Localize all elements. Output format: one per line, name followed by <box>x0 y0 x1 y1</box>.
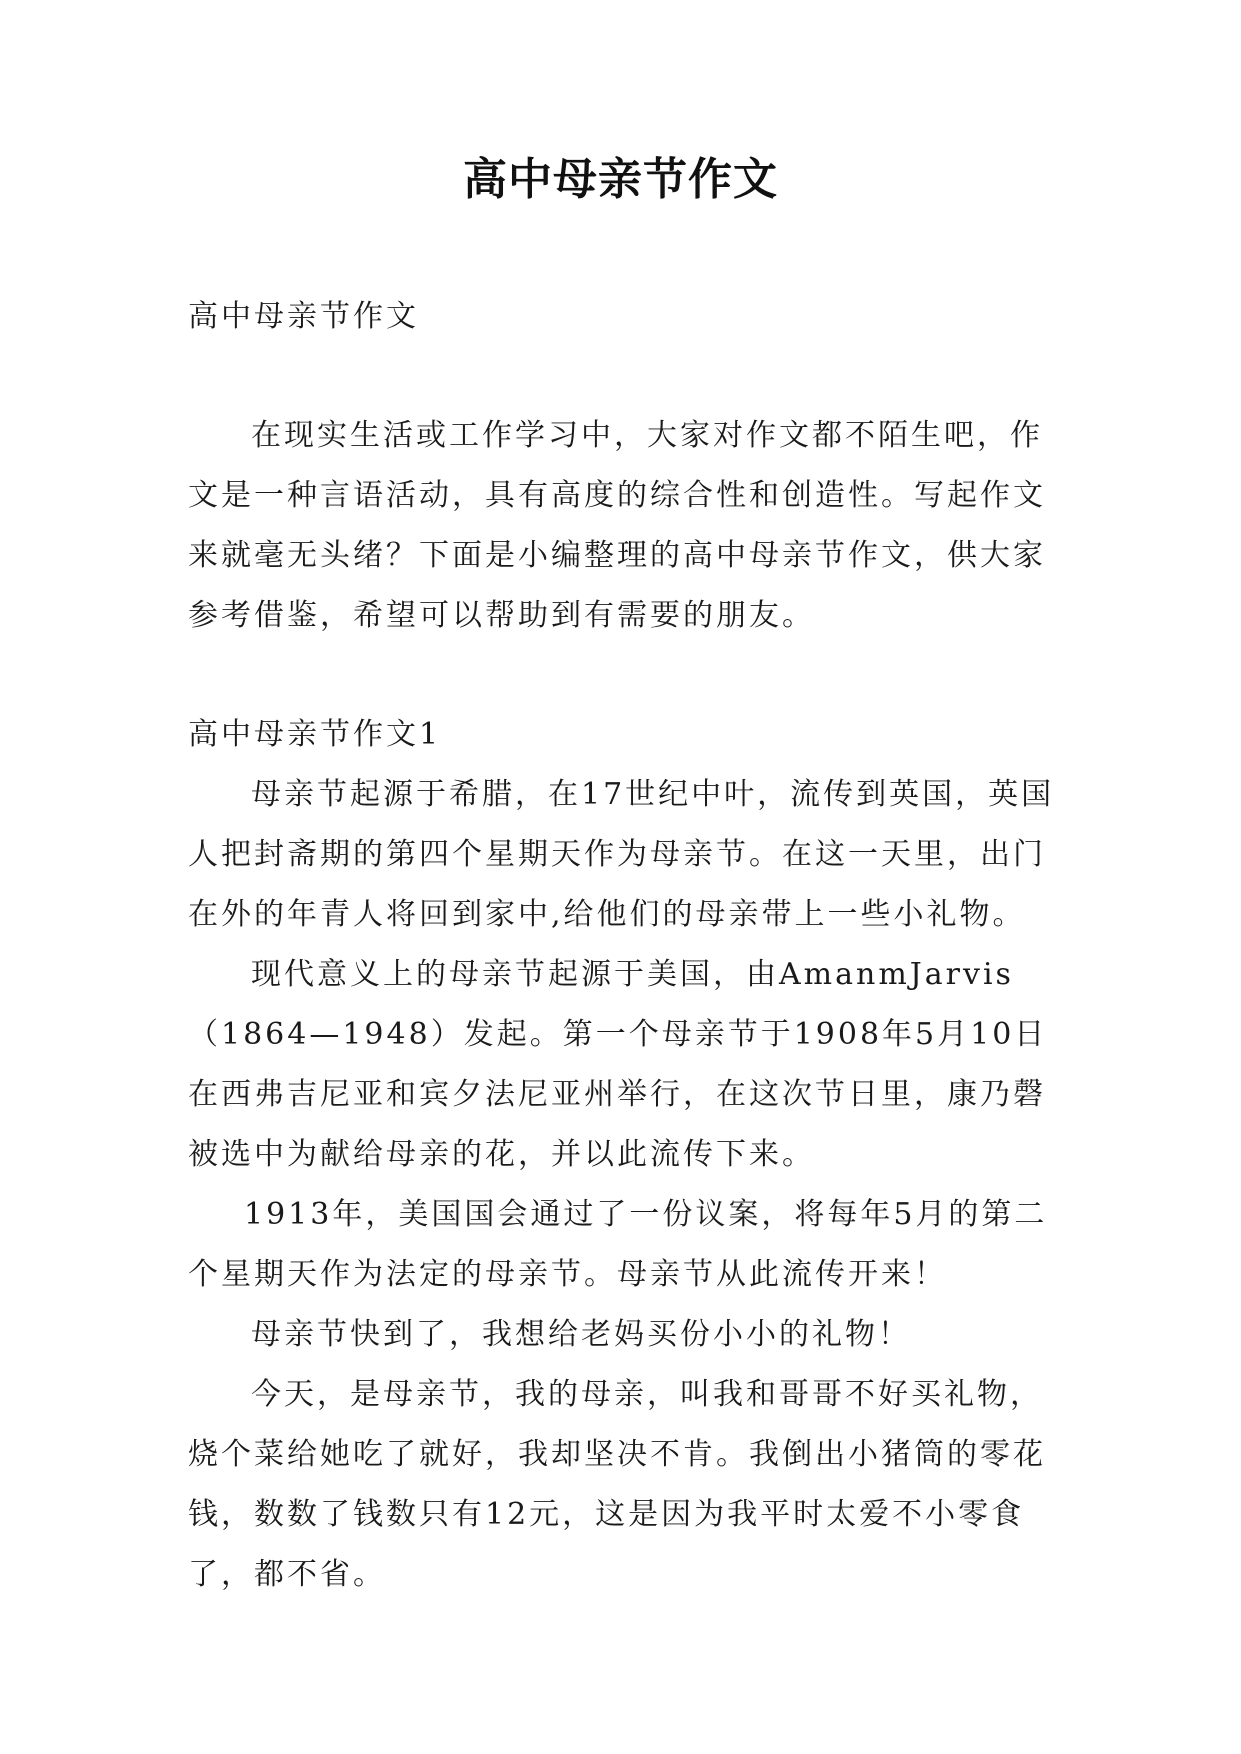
body-paragraph: 母亲节起源于希腊，在17世纪中叶，流传到英国，英国人把封斋期的第四个星期天作为母亲节。在这一天里，出门在外的年青人将回到家中,给他们的母亲带上一些小礼物。 <box>188 777 1055 932</box>
document-title: 高中母亲节作文 <box>463 154 778 205</box>
document-body <box>188 287 1060 1605</box>
body-paragraph: 母亲节快到了，我想给老妈买份小小的礼物！ <box>251 1317 911 1352</box>
section-heading: 高中母亲节作文1 <box>188 717 442 752</box>
spacer <box>188 646 1060 705</box>
body-paragraph: 1913年，美国国会通过了一份议案，将每年5月的第二个星期天作为法定的母亲节。母亲节从此流传开来！ <box>188 1197 1048 1292</box>
document-subtitle: 高中母亲节作文 <box>188 299 419 334</box>
body-paragraph: 现代意义上的母亲节起源于美国，由AmanmJarvis（1864—1948）发起。第一个母亲节于1908年5月10日在西弗吉尼亚和宾夕法尼亚州举行，在这次节日里，康乃磬被选中为献给母亲的花，并以此流传下来。 <box>188 957 1048 1172</box>
spacer <box>188 347 1060 406</box>
intro-paragraph: 在现实生活或工作学习中，大家对作文都不陌生吧，作文是一种言语活动，具有高度的综合性和创造性。写起作文来就毫无头绪？下面是小编整理的高中母亲节作文，供大家参考借鉴，希望可以帮助到有需要的朋友。 <box>188 418 1046 633</box>
body-paragraph: 今天，是母亲节，我的母亲，叫我和哥哥不好买礼物，烧个菜给她吃了就好，我却坚决不肯。我倒出小猪筒的零花钱，数数了钱数只有12元，这是因为我平时太爱不小零食了，都不省。 <box>188 1377 1046 1592</box>
